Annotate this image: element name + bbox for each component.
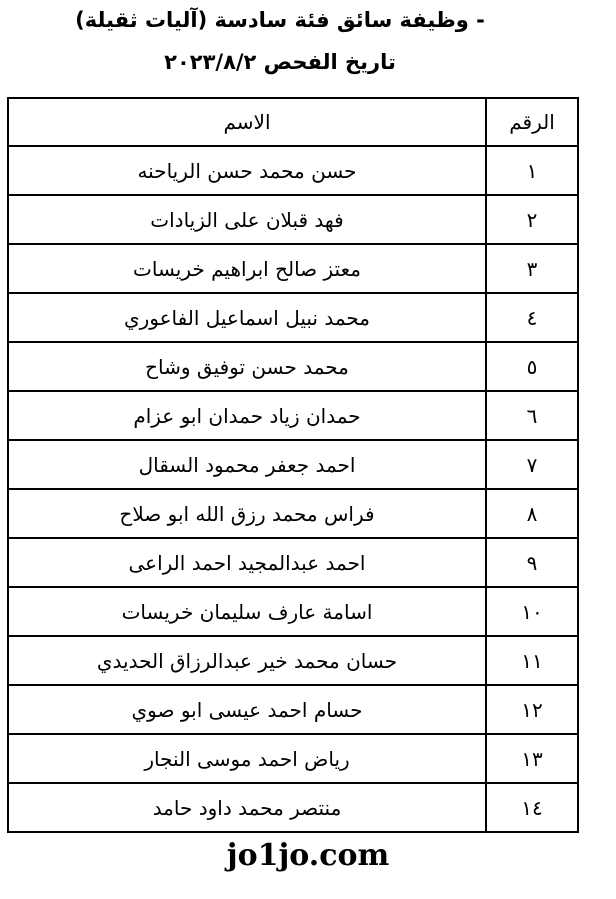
- row-name: اسامة عارف سليمان خريسات: [8, 587, 486, 636]
- row-name: محمد حسن توفيق وشاح: [8, 342, 486, 391]
- table-row: [8, 783, 578, 832]
- row-name: حمدان زياد حمدان ابو عزام: [8, 391, 486, 440]
- table-header-row: [8, 98, 578, 146]
- candidates-table: [7, 97, 579, 833]
- table-row: [8, 734, 578, 783]
- table-row: [8, 342, 578, 391]
- site-watermark: jo1jo.com: [226, 838, 390, 873]
- row-number: ٤: [486, 293, 578, 342]
- table-row: [8, 685, 578, 734]
- row-number: ٥: [486, 342, 578, 391]
- job-title: - وظيفة سائق فئة سادسة (آليات ثقيلة): [75, 8, 485, 32]
- row-number: ٧: [486, 440, 578, 489]
- table-row: [8, 195, 578, 244]
- row-name: حسن محمد حسن الرياحنه: [8, 146, 486, 195]
- row-name: فهد قبلان على الزيادات: [8, 195, 486, 244]
- row-number: ٦: [486, 391, 578, 440]
- row-number: ١٤: [486, 783, 578, 832]
- row-number: ٢: [486, 195, 578, 244]
- table-row: [8, 244, 578, 293]
- row-number: ٣: [486, 244, 578, 293]
- row-number: ١٣: [486, 734, 578, 783]
- row-number: ١١: [486, 636, 578, 685]
- table-row: [8, 538, 578, 587]
- header-number: الرقم: [486, 98, 578, 146]
- table-row: [8, 146, 578, 195]
- row-number: ١٢: [486, 685, 578, 734]
- row-name: احمد جعفر محمود السقال: [8, 440, 486, 489]
- table-row: [8, 489, 578, 538]
- table-row: [8, 391, 578, 440]
- row-number: ١: [486, 146, 578, 195]
- row-number: ٩: [486, 538, 578, 587]
- table-row: [8, 587, 578, 636]
- row-number: ١٠: [486, 587, 578, 636]
- header-name: الاسم: [8, 98, 486, 146]
- row-name: احمد عبدالمجيد احمد الراعى: [8, 538, 486, 587]
- table-row: [8, 440, 578, 489]
- row-name: رياض احمد موسى النجار: [8, 734, 486, 783]
- row-number: ٨: [486, 489, 578, 538]
- row-name: معتز صالح ابراهيم خريسات: [8, 244, 486, 293]
- row-name: فراس محمد رزق الله ابو صلاح: [8, 489, 486, 538]
- row-name: محمد نبيل اسماعيل الفاعوري: [8, 293, 486, 342]
- row-name: حسام احمد عيسى ابو صوي: [8, 685, 486, 734]
- table-row: [8, 636, 578, 685]
- table-row: [8, 293, 578, 342]
- row-name: حسان محمد خير عبدالرزاق الحديدي: [8, 636, 486, 685]
- exam-date: تاريخ الفحص ٢٠٢٣/٨/٢: [164, 50, 396, 74]
- row-name: منتصر محمد داود حامد: [8, 783, 486, 832]
